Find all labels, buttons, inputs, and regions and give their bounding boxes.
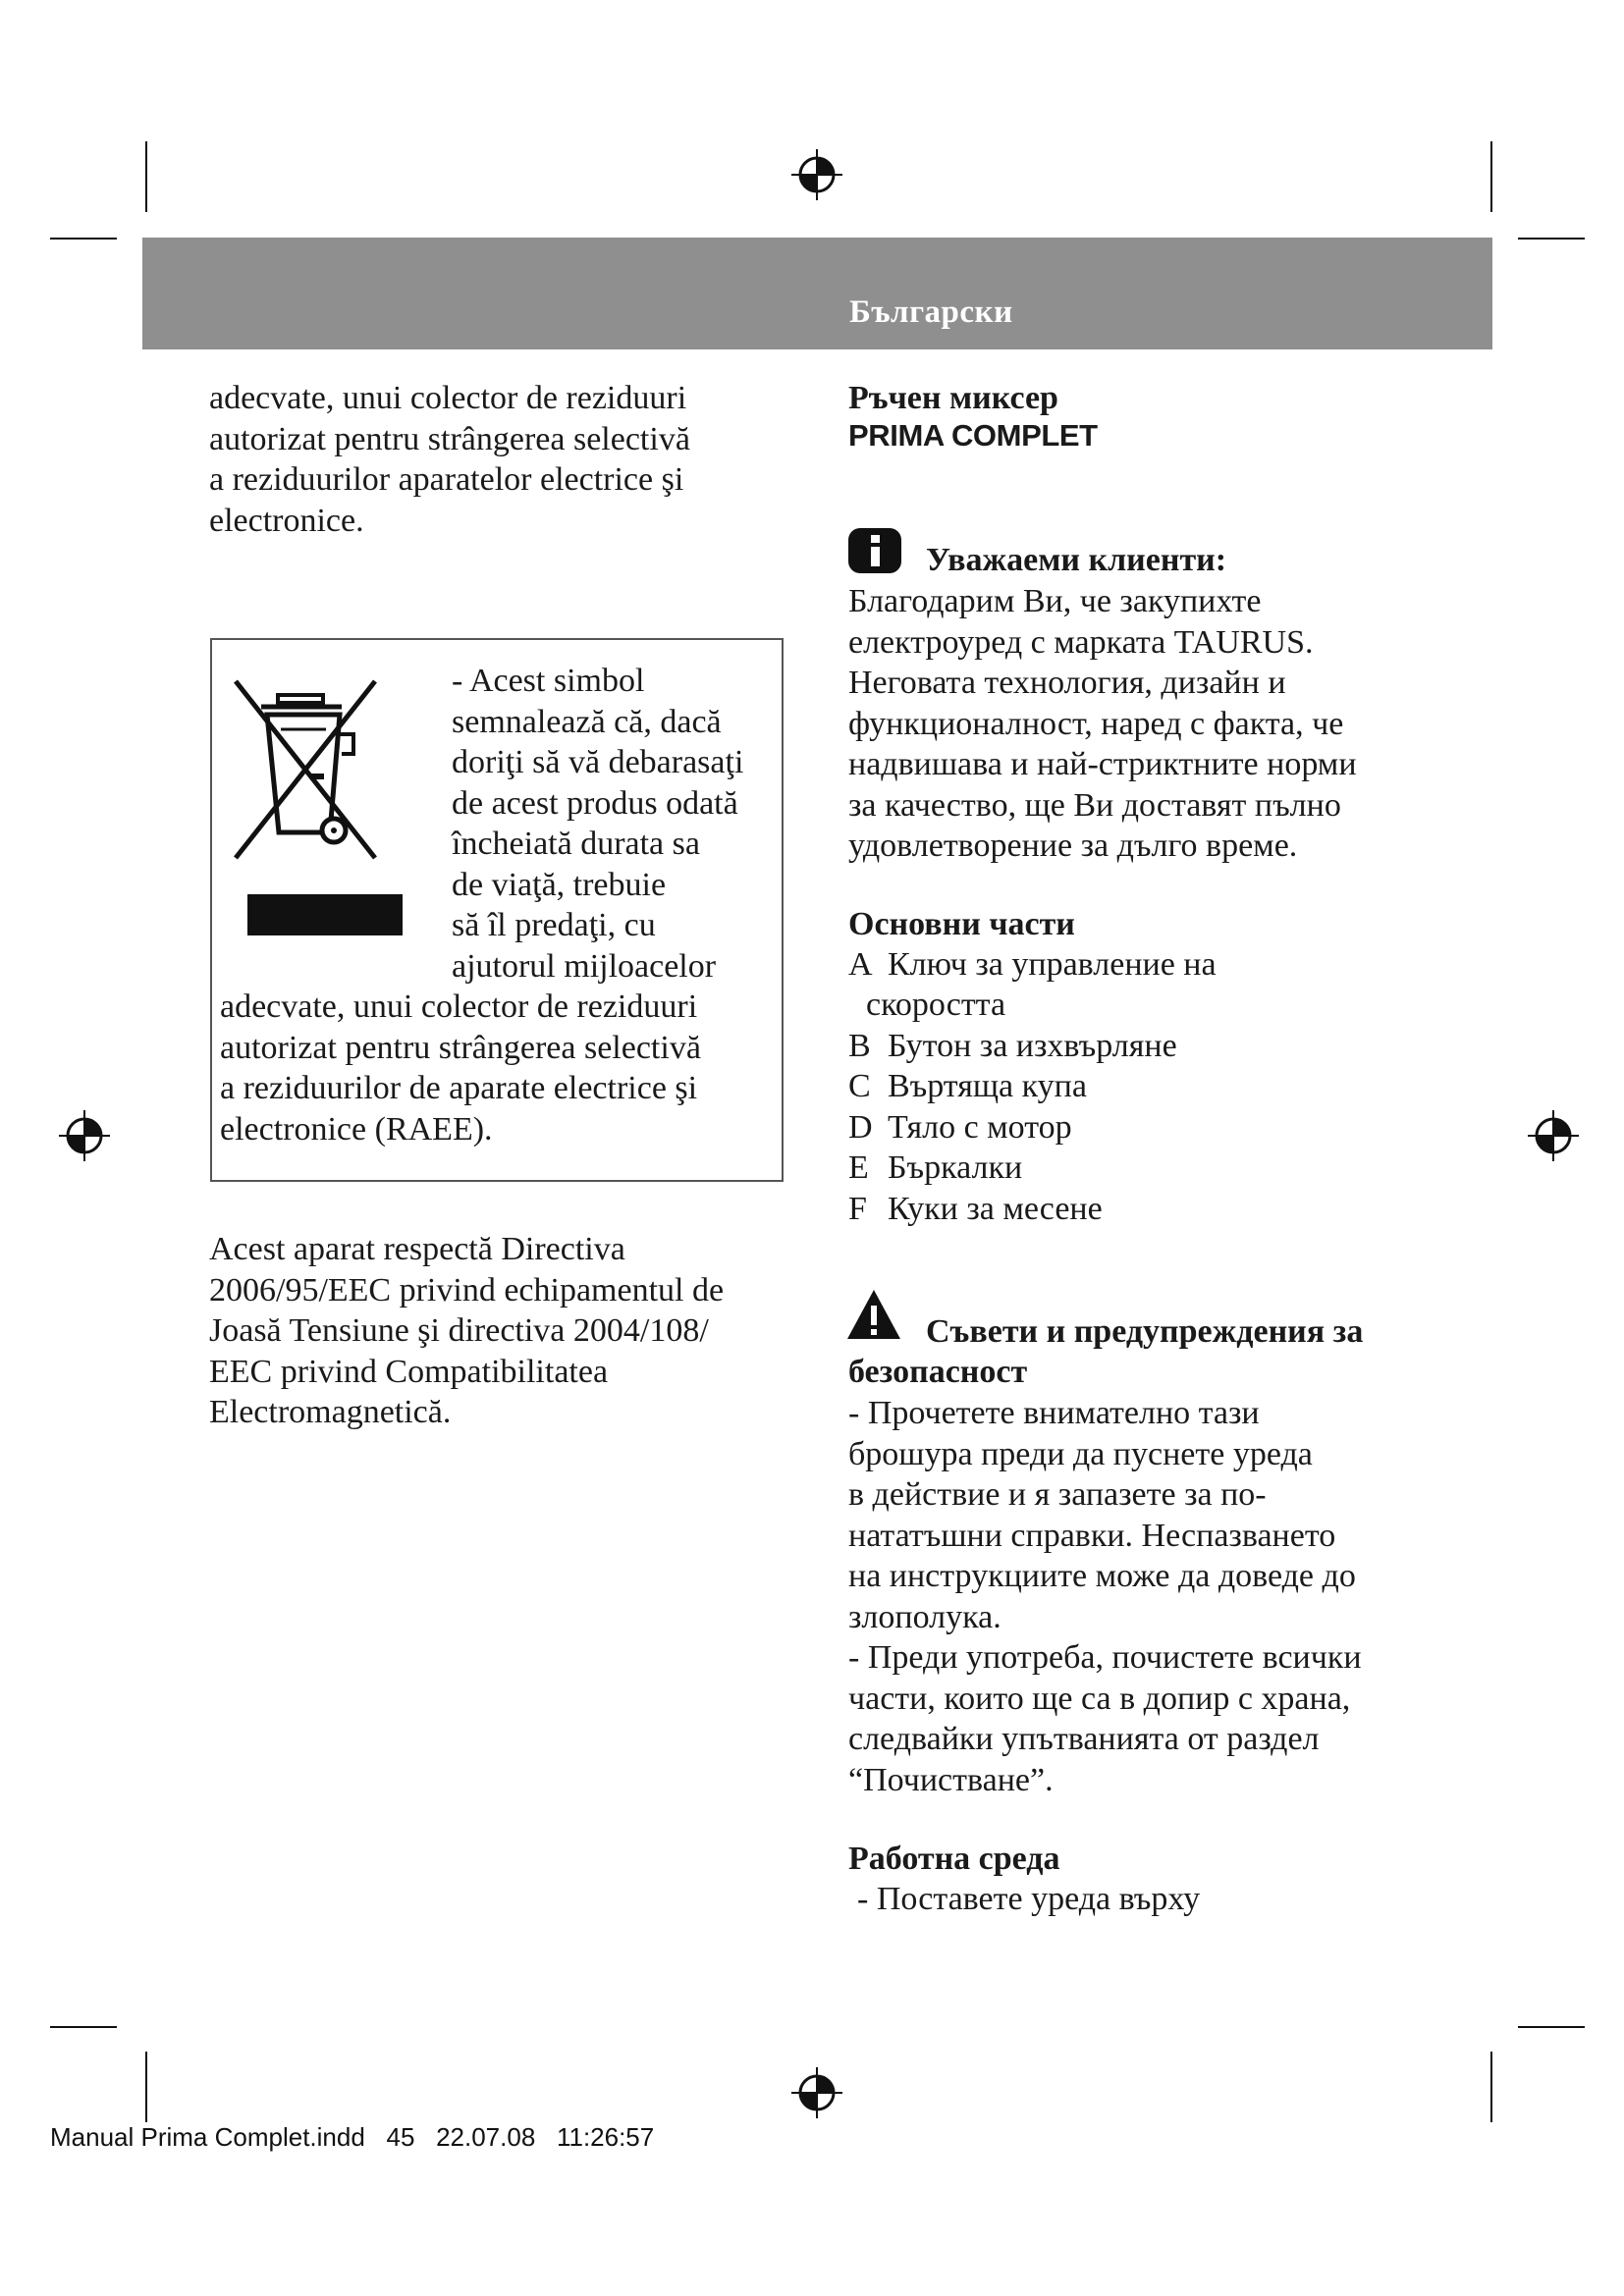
crop-mark <box>1518 238 1585 240</box>
part-letter: B <box>848 1028 871 1064</box>
parts-title: Основни части <box>848 906 1075 942</box>
directive-paragraph: Acest aparat respectă Directiva 2006/95/EEC privind echipamentul de Joasă Tensiune şi directiva 2004/108/ EEC privind Compatibilitatea Electromagnetică. <box>209 1231 725 1430</box>
crop-mark <box>50 238 117 240</box>
crop-mark <box>145 141 147 212</box>
weee-bin-icon <box>224 675 387 866</box>
part-letter: F <box>848 1191 867 1227</box>
language-title: Български <box>849 294 1013 330</box>
weee-text-right: - Acest simbol semnalează că, dacă doriţi să vă debarasaţi de acest produs odată încheiată durata sa de viaţă, trebuie să îl predaţi, cu ajutorul mijloacelor <box>452 663 744 985</box>
part-label: Тяло с мотор <box>888 1109 1072 1146</box>
header-band <box>142 238 1492 349</box>
customers-body: Благодарим Ви, че закупихте електроуред с марката TAURUS. Неговата технология, дизайн и функционалност, наред с факта, че надвишава и най-стриктните норми за качество, ще Ви доставят пълно удовлетворение за дълго време. <box>848 583 1357 864</box>
part-label: Куки за месене <box>888 1191 1103 1227</box>
part-item-b <box>848 1026 1177 1067</box>
part-label: Бъркалки <box>888 1149 1023 1186</box>
part-item-f <box>848 1189 1103 1230</box>
customers-title: Уважаеми клиенти: <box>926 542 1227 578</box>
part-letter: D <box>848 1109 873 1146</box>
part-item-c <box>848 1066 1087 1107</box>
part-item-a <box>848 944 1217 986</box>
part-item-d <box>848 1107 1072 1148</box>
part-letter: E <box>848 1149 869 1186</box>
weee-black-bar <box>247 894 403 935</box>
product-name: Ръчен миксер <box>848 380 1058 416</box>
part-label: Въртяща купа <box>888 1068 1087 1104</box>
registration-mark-icon <box>57 1108 112 1163</box>
registration-mark-icon <box>789 147 844 202</box>
warning-icon <box>845 1288 902 1341</box>
weee-text-bottom: adecvate, unui colector de reziduuri autorizat pentru strângerea selectivă a reziduurilor de aparate electrice şi electronice (RAEE). <box>220 988 701 1148</box>
crop-mark <box>50 2026 117 2028</box>
print-slug-footer: Manual Prima Complet.indd 45 22.07.08 11:26:57 <box>50 2122 655 2152</box>
registration-mark-icon <box>1526 1108 1581 1163</box>
part-item-a-continued: скоростта <box>866 987 1006 1023</box>
left-paragraph-continued: adecvate, unui colector de reziduuri autorizat pentru strângerea selectivă a reziduurilor aparatelor electrice şi electronice. <box>209 380 690 539</box>
part-label: Бутон за изхвърляне <box>888 1028 1177 1064</box>
crop-mark <box>1490 141 1492 212</box>
product-model: PRIMA COMPLET <box>848 418 1098 453</box>
part-letter: A <box>848 946 873 983</box>
safety-title-continued: безопасност <box>848 1354 1028 1390</box>
part-item-e <box>848 1148 1022 1189</box>
part-letter: C <box>848 1068 871 1104</box>
safety-body: - Прочетете внимателно тази брошура преди да пуснете уреда в действие и я запазете за по- нататъшни справки. Неспазването на инструкциите може да доведе до злополука. - Преди употреба, почистете всички части, които ще са в допир с храна, следвайки упътванията от раздел “Почистване”. <box>848 1395 1362 1798</box>
crop-mark <box>145 2052 147 2122</box>
crop-mark <box>1518 2026 1585 2028</box>
crop-mark <box>1490 2052 1492 2122</box>
environment-title: Работна среда <box>848 1841 1060 1877</box>
registration-mark-icon <box>789 2065 844 2120</box>
safety-title: Съвети и предупреждения за <box>926 1313 1364 1350</box>
environment-body: - Поставете уреда върху <box>857 1881 1201 1917</box>
info-icon <box>847 527 902 574</box>
part-label: Ключ за управление на <box>888 946 1217 983</box>
